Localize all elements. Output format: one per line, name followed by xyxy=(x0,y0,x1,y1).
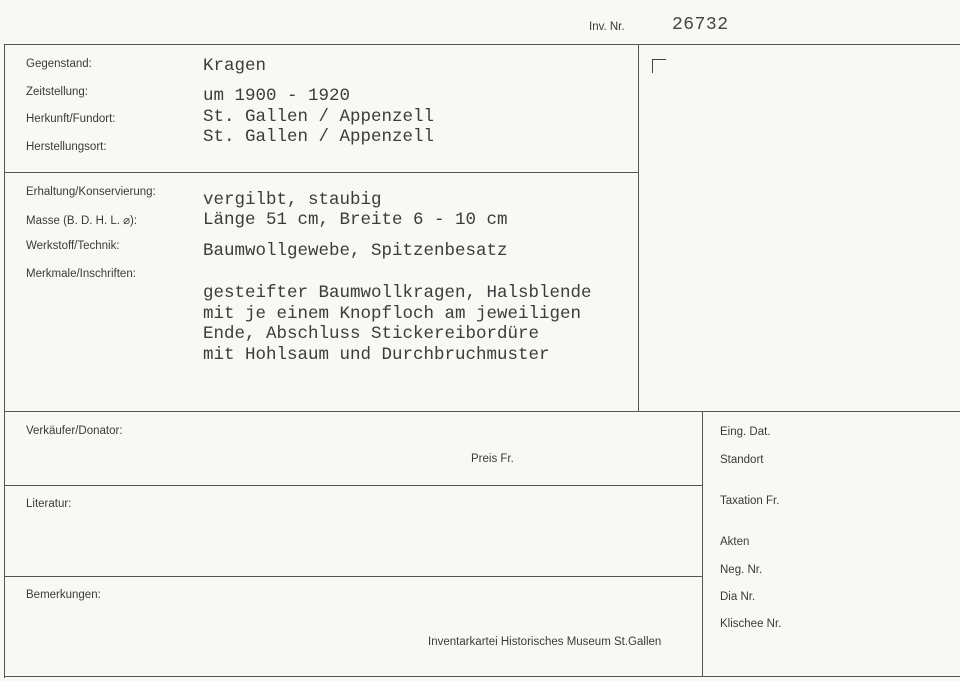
bemerkungen-label: Bemerkungen: xyxy=(26,589,101,601)
photo-corner-mark xyxy=(652,59,666,73)
erhaltung-label: Erhaltung/Konservierung: xyxy=(26,186,156,198)
neg-nr-label: Neg. Nr. xyxy=(720,564,763,576)
werkstoff-value: Baumwollgewebe, Spitzenbesatz xyxy=(203,241,508,261)
masse-value: Länge 51 cm, Breite 6 - 10 cm xyxy=(203,210,508,230)
herkunft-value: St. Gallen / Appenzell xyxy=(203,107,435,127)
werkstoff-label: Werkstoff/Technik: xyxy=(26,240,120,252)
herstellungsort-label: Herstellungsort: xyxy=(26,141,107,153)
merkmale-line-4: mit Hohlsaum und Durchbruchmuster xyxy=(203,344,550,365)
left-border xyxy=(4,44,5,678)
lower-column-divider xyxy=(702,411,703,676)
gegenstand-label: Gegenstand: xyxy=(26,58,92,70)
merkmale-line-1: gesteifter Baumwollkragen, Halsblende xyxy=(203,283,592,303)
standort-label: Standort xyxy=(720,454,764,466)
zeitstellung-value: um 1900 - 1920 xyxy=(203,86,351,106)
zeitstellung-label: Zeitstellung: xyxy=(26,86,89,98)
inv-nr-value: 26732 xyxy=(672,15,729,35)
taxation-label: Taxation Fr. xyxy=(720,495,780,507)
dia-nr-label: Dia Nr. xyxy=(720,591,756,603)
inv-nr-label: Inv. Nr. xyxy=(589,21,625,33)
section-divider-1 xyxy=(4,172,638,173)
section-divider-2 xyxy=(4,411,960,412)
section-divider-4 xyxy=(4,576,702,577)
top-border xyxy=(4,44,960,45)
akten-label: Akten xyxy=(720,536,750,548)
herkunft-label: Herkunft/Fundort: xyxy=(26,113,116,125)
gegenstand-value: Kragen xyxy=(203,56,267,76)
erhaltung-value: vergilbt, staubig xyxy=(203,190,382,210)
upper-column-divider xyxy=(638,44,639,411)
merkmale-value xyxy=(203,283,592,365)
section-divider-3 xyxy=(4,485,702,486)
bottom-border xyxy=(4,676,960,677)
merkmale-label: Merkmale/Inschriften: xyxy=(26,268,136,280)
merkmale-line-3: Ende, Abschluss Stickereibordüre xyxy=(203,324,540,344)
merkmale-line-2: mit je einem Knopfloch am jeweiligen xyxy=(203,303,582,324)
preis-label: Preis Fr. xyxy=(471,453,514,465)
masse-label: Masse (B. D. H. L. ⌀): xyxy=(26,215,138,227)
klischee-nr-label: Klischee Nr. xyxy=(720,618,782,630)
eing-dat-label: Eing. Dat. xyxy=(720,426,771,438)
verkaeufer-label: Verkäufer/Donator: xyxy=(26,425,123,437)
footer-institution: Inventarkartei Historisches Museum St.Gallen xyxy=(428,636,662,648)
herstellungsort-value: St. Gallen / Appenzell xyxy=(203,127,435,147)
literatur-label: Literatur: xyxy=(26,498,72,510)
